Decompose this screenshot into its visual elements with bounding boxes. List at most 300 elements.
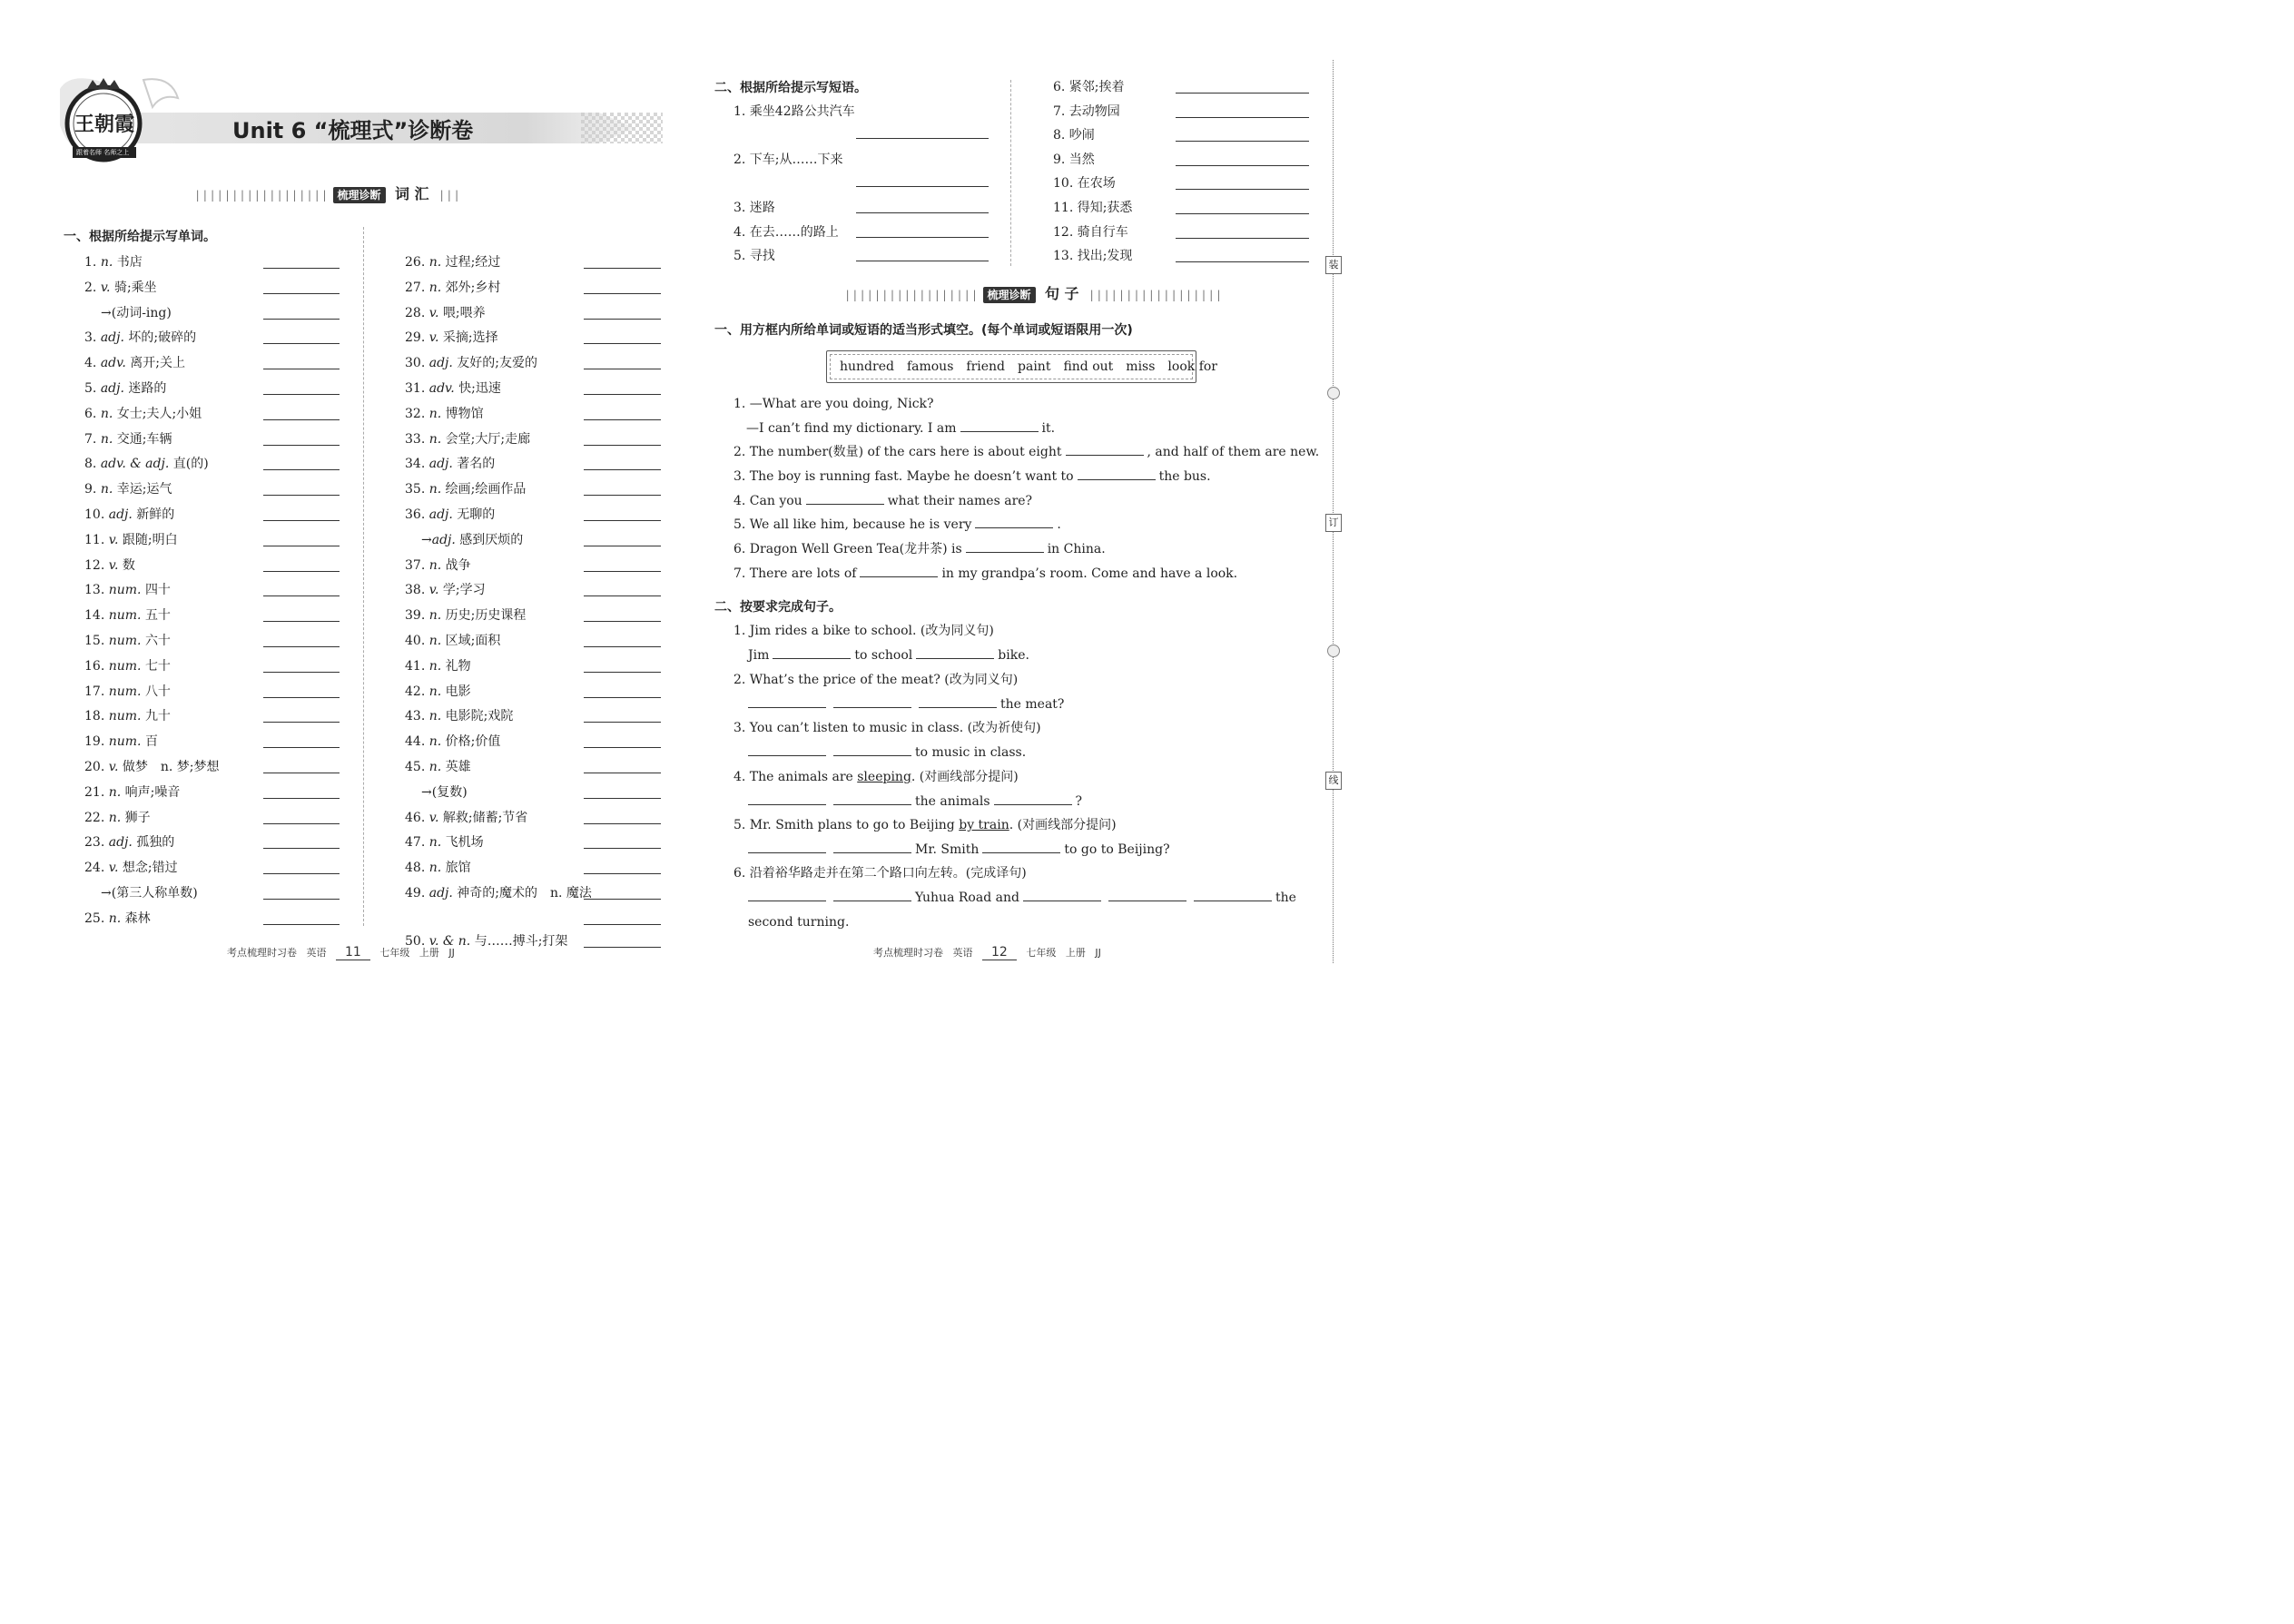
answer-line[interactable] [584,823,661,824]
item-meaning: 九十 [144,709,171,724]
item-number: 9. [84,482,101,497]
part-of-speech: n. [428,684,446,699]
part-of-speech: n. [100,431,117,447]
phrase-item: 1. 乘坐42路公共汽车 [733,104,855,119]
answer-blank[interactable] [919,696,997,708]
item-meaning: 幸运;运气 [116,482,172,497]
vocab-item [405,582,486,598]
footer-edition: JJ [448,947,455,959]
item-number: 7. [84,431,101,447]
vocab-item [84,380,166,397]
answer-blank[interactable] [773,647,851,659]
item-number: 13. [84,583,109,598]
sentence-banner [844,286,1223,303]
item-number: 40. [405,634,429,648]
sentence-text: it. [1041,421,1056,436]
item-meaning: 区域;面积 [445,634,501,648]
vocab-item [84,834,174,851]
sentence-section1-title: 一、用方框内所给单词或短语的适当形式填空。(每个单词或短语限用一次) [714,323,1133,338]
answer-blank[interactable] [860,566,938,577]
vocab-item [84,658,171,674]
answer-blank[interactable] [833,793,911,805]
answer-line[interactable] [584,469,661,470]
vocab-item [84,910,151,927]
answer-line[interactable] [263,495,340,496]
part-of-speech: n. [100,255,117,270]
vocab-item [405,380,501,397]
answer-line[interactable] [584,697,661,698]
item-meaning: 电影院;戏院 [445,709,514,724]
footer-left [227,944,455,961]
answer-line[interactable] [1176,117,1309,118]
item-number: 3. [84,330,101,346]
answer-line[interactable] [263,571,340,572]
part-of-speech: adv. [428,381,459,396]
item-meaning: 郊外;乡村 [445,280,501,295]
part-of-speech: n. [108,910,125,926]
s2-q2-answer [748,696,1064,713]
answer-line[interactable] [584,394,661,395]
sentence-text: 2. The number(数量) of the cars here is about eight [733,445,1062,459]
vocab-item [405,607,526,624]
item-number: 5. [84,381,101,396]
answer-blank[interactable] [748,842,826,853]
item-number: 1. [84,255,101,270]
s2-q6-answer [748,890,1296,906]
part-of-speech: num. [108,734,145,750]
answer-line[interactable] [263,646,340,647]
vocab-item [84,684,171,700]
answer-line[interactable] [263,293,340,294]
item-number: 26. [405,255,429,270]
s2-q2: 2. What’s the price of the meat? (改为同义句) [733,673,1019,687]
sentence-text: 1. —What are you doing, Nick? [733,397,934,411]
answer-blank[interactable] [748,793,826,805]
answer-blank[interactable] [833,744,911,756]
part-of-speech: adj. [428,457,458,472]
answer-line[interactable] [856,138,989,139]
answer-line[interactable] [856,212,989,213]
answer-line[interactable] [263,873,340,874]
answer-line[interactable] [1176,238,1309,239]
item-number: 15. [84,634,109,648]
sentence-text: 4. Can you [733,494,802,508]
vocab-banner [194,186,461,203]
fill-sentence [733,541,1106,557]
part-of-speech: adj. [108,835,137,851]
answer-blank[interactable] [1194,890,1272,901]
binding-hole-icon [1327,645,1340,657]
item-meaning: 离开;关上 [130,356,185,371]
answer-line[interactable] [263,520,340,521]
item-number: 10. [84,507,109,522]
part-of-speech: n. [108,784,125,800]
item-meaning: 感到厌烦的 [459,532,524,547]
item-meaning: 价格;价值 [445,734,501,750]
answer-blank[interactable] [966,541,1044,553]
part-of-speech: n. [428,280,446,295]
phrase-item: 3. 迷路 [733,201,775,215]
answer-line[interactable] [263,848,340,849]
s2-q2-text: the meat? [1000,697,1065,712]
sentence-text: , and half of them are new. [1147,445,1320,459]
answer-line[interactable] [263,343,340,344]
vocab-item [101,885,198,901]
footer-book: 考点梳理时习卷 [227,947,297,959]
phrase-item: 11. 得知;获悉 [1053,201,1133,215]
answer-line[interactable] [584,747,661,748]
part-of-speech: num. [108,634,145,648]
part-of-speech: n. [428,482,446,497]
vocab-item [405,759,471,775]
item-meaning: 过程;经过 [445,255,501,270]
answer-line[interactable] [263,697,340,698]
banner-dashes-right: ||| [438,189,461,202]
answer-line[interactable] [584,848,661,849]
footer-right [873,944,1101,961]
answer-line[interactable] [584,924,661,925]
item-meaning: 迷路的 [128,381,167,396]
answer-line[interactable] [584,947,661,948]
item-meaning: 四十 [144,583,171,598]
word-box-word: find out [1063,359,1114,374]
answer-line[interactable] [263,394,340,395]
s2-q6-text1: Yuhua Road and [915,891,1019,905]
vocab-item [84,708,171,724]
word-box-words [840,359,1230,375]
s2-q5-underlined: by train [959,818,1009,832]
binding-label-2: 订 [1325,514,1342,532]
answer-blank[interactable] [748,890,826,901]
item-number: 27. [405,280,429,295]
page-title: Unit 6 “梳理式”诊断卷 [232,118,474,143]
sentence-text: . [1057,517,1061,532]
part-of-speech: num. [108,608,145,624]
answer-line[interactable] [584,899,661,900]
footer-page-number: 12 [982,945,1017,960]
answer-line[interactable] [584,319,661,320]
vocab-item [405,406,484,422]
binding-hole-icon [1327,387,1340,399]
item-number: 20. [84,760,109,774]
item-meaning: 森林 [124,910,151,926]
item-number: 6. [84,406,101,421]
answer-line[interactable] [584,343,661,344]
item-meaning: 孤独的 [136,835,175,851]
phrase-item: 13. 找出;发现 [1053,249,1133,264]
item-meaning: 做梦 n. 梦;梦想 [122,760,220,774]
vocab-item [84,456,209,472]
answer-blank[interactable] [1078,468,1156,480]
answer-line[interactable] [263,899,340,900]
item-meaning: 直(的) [172,457,209,472]
sentence-text: 6. Dragon Well Green Tea(龙井茶) is [733,542,962,556]
item-meaning: 英雄 [445,760,471,774]
vocab-item [405,658,471,674]
answer-line[interactable] [856,237,989,238]
item-meaning: 友好的;友爱的 [457,356,537,371]
binding-line [1333,60,1334,963]
part-of-speech: adj. [108,507,137,522]
answer-line[interactable] [584,268,661,269]
s2-q4-pre: 4. The animals are [733,770,853,784]
answer-line[interactable] [584,595,661,596]
item-meaning: →(动词-ing) [101,305,172,320]
fill-sentence [733,468,1211,485]
item-number: 33. [405,431,429,447]
fill-sentence [746,420,1055,437]
item-number: 34. [405,457,429,472]
part-of-speech: n. [428,835,446,851]
answer-line[interactable] [263,621,340,622]
sentence-text: —I can’t find my dictionary. I am [746,421,957,436]
answer-line[interactable] [584,873,661,874]
answer-line[interactable] [584,445,661,446]
answer-line[interactable] [263,823,340,824]
answer-line[interactable] [856,186,989,187]
answer-blank[interactable] [1023,890,1101,901]
answer-blank[interactable] [982,842,1060,853]
s2-q4-answer [748,793,1082,810]
part-of-speech: num. [108,684,145,699]
vocab-item [84,607,171,624]
answer-line[interactable] [584,419,661,420]
answer-line[interactable] [584,495,661,496]
vocab-item [84,860,178,876]
item-number: 24. [84,861,109,876]
item-meaning: 百 [144,734,158,750]
sentence-text: in my grandpa’s room. Come and have a look. [941,566,1238,581]
part-of-speech: n. [428,658,446,674]
vocab-item [84,582,171,598]
answer-blank[interactable] [975,517,1053,528]
answer-line[interactable] [263,924,340,925]
footer-book: 考点梳理时习卷 [873,947,943,959]
vocab-banner-title: 词 汇 [394,185,429,202]
item-meaning: 七十 [144,658,171,674]
s2-q4-post: . (对画线部分提问) [911,770,1019,784]
footer-grade: 七年级 [1026,947,1057,959]
answer-line[interactable] [263,268,340,269]
column-divider [363,227,364,926]
answer-line[interactable] [263,419,340,420]
part-of-speech: adv. [100,356,131,371]
answer-line[interactable] [584,520,661,521]
answer-line[interactable] [1176,261,1309,262]
answer-blank[interactable] [748,696,826,708]
banner-dashes-left: |||||||||||||||||| [844,289,980,301]
answer-line[interactable] [584,646,661,647]
phrase-item: 8. 吵闹 [1053,128,1095,143]
item-number: 16. [84,658,109,674]
item-number: 47. [405,835,429,851]
s2-q1-text3: bike. [998,648,1029,663]
answer-line[interactable] [1176,165,1309,166]
answer-line[interactable] [1176,93,1309,94]
footer-subject: 英语 [952,947,973,959]
item-meaning: 响声;噪音 [124,784,181,800]
fill-sentence [733,566,1237,582]
item-number: 46. [405,810,429,825]
item-meaning: 神奇的;魔术的 n. 魔法 [457,886,592,901]
item-number: 32. [405,406,429,421]
answer-blank[interactable] [806,493,884,505]
fill-sentence [733,396,934,412]
part-of-speech: adj. [100,330,129,346]
vocab-item [84,733,158,750]
vocab-item [84,810,151,826]
vocab-item [405,355,537,371]
vocab-item [84,431,172,448]
answer-line[interactable] [263,469,340,470]
item-meaning: 快;迅速 [458,381,501,396]
part-of-speech: n. [428,760,446,774]
vocab-item [421,532,523,548]
answer-blank[interactable] [833,842,911,853]
item-meaning: 狮子 [124,810,151,825]
s2-q3-answer [748,744,1026,761]
item-number: 25. [84,910,109,926]
answer-line[interactable] [263,595,340,596]
vocab-item [405,431,530,448]
s2-q5-pre: 5. Mr. Smith plans to go to Beijing [733,818,955,832]
sentence-text: 5. We all like him, because he is very [733,517,972,532]
answer-line[interactable] [584,621,661,622]
item-meaning: 博物馆 [445,406,484,421]
part-of-speech: v. [428,305,443,320]
part-of-speech: adj. [100,381,129,396]
item-number: 4. [84,356,101,371]
vocab-item [405,254,500,271]
item-meaning: 书店 [116,255,143,270]
item-number: 39. [405,608,429,624]
vocab-item [84,507,174,523]
part-of-speech: v. [428,810,443,825]
answer-line[interactable] [263,319,340,320]
item-number: 44. [405,734,429,750]
part-of-speech: n. [428,608,446,624]
s2-q3: 3. You can’t listen to music in class. (改为祈使句) [733,721,1041,735]
sentence-text: what their names are? [887,494,1033,508]
answer-line[interactable] [263,445,340,446]
item-meaning: 解救;储蓄;节省 [442,810,528,825]
sentence-section2-title: 二、按要求完成句子。 [714,600,842,615]
vocab-item [84,557,135,574]
answer-line[interactable] [263,798,340,799]
item-number: 21. [84,784,109,800]
word-box [826,350,1217,383]
vocab-item [405,557,471,574]
s2-q4 [733,769,1019,785]
answer-blank[interactable] [833,696,911,708]
answer-blank[interactable] [748,744,826,756]
part-of-speech: num. [108,583,145,598]
part-of-speech: num. [108,658,145,674]
item-number: 38. [405,583,429,598]
phrases-section-title: 二、根据所给提示写短语。 [714,81,867,95]
sentence-banner-title: 句 子 [1044,285,1079,302]
answer-line[interactable] [1176,141,1309,142]
answer-line[interactable] [1176,189,1309,190]
part-of-speech: n. [428,634,446,648]
vocab-item [405,456,495,472]
part-of-speech: v. & n. [428,933,475,949]
sentence-text: 3. The boy is running fast. Maybe he doesn’t want to [733,469,1074,484]
item-meaning: 学;学习 [442,583,486,598]
item-meaning: 飞机场 [445,835,484,851]
vocab-item [405,708,513,724]
vocab-item [84,254,143,271]
answer-line[interactable] [263,722,340,723]
answer-blank[interactable] [1066,444,1144,456]
answer-line[interactable] [584,571,661,572]
answer-line[interactable] [584,293,661,294]
vocab-item [405,834,484,851]
item-number: 18. [84,709,109,724]
word-box-word: famous [906,359,954,374]
vocab-item [101,305,172,321]
answer-line[interactable] [1176,213,1309,214]
s2-q4-underlined: sleeping [857,770,911,784]
item-meaning: →(第三人称单数) [101,886,198,901]
item-number: 42. [405,684,429,699]
part-of-speech: n. [428,406,446,421]
fill-sentence [733,517,1061,533]
answer-blank[interactable] [960,420,1039,432]
s2-q5-text2: to go to Beijing? [1064,842,1170,857]
answer-line[interactable] [584,722,661,723]
item-number: 19. [84,734,109,750]
vocab-item [84,481,172,497]
phrase-item: 9. 当然 [1053,152,1095,167]
item-meaning: 新鲜的 [136,507,175,522]
answer-line[interactable] [584,672,661,673]
item-meaning: 旅馆 [445,861,471,876]
item-number: 30. [405,356,429,371]
answer-line[interactable] [263,747,340,748]
part-of-speech: num. [108,709,145,724]
answer-blank[interactable] [916,647,994,659]
item-meaning: 历史;历史课程 [445,608,527,624]
vocab-item [405,860,471,876]
item-number: 12. [84,557,109,573]
part-of-speech: n. [428,557,446,573]
sentence-banner-tag: 梳理诊断 [983,287,1036,303]
vocab-item [405,684,471,700]
answer-line[interactable] [584,798,661,799]
answer-blank[interactable] [1108,890,1186,901]
footer-subject: 英语 [306,947,327,959]
answer-blank[interactable] [994,793,1072,805]
banner-dashes-right: |||||||||||||||||| [1088,289,1224,301]
s2-q1-answer [748,647,1029,664]
answer-line[interactable] [263,672,340,673]
word-box-word: look for [1167,359,1217,374]
footer-edition: JJ [1095,947,1101,959]
part-of-speech: adj. [428,356,458,371]
vocab-item [84,406,202,422]
item-meaning: 六十 [144,634,171,648]
item-meaning: 著名的 [457,457,496,472]
part-of-speech: v. [108,861,123,876]
phrase-item: 12. 骑自行车 [1053,224,1128,240]
item-meaning: 会堂;大厅;走廊 [445,431,531,447]
answer-blank[interactable] [833,890,911,901]
item-meaning: 与……搏斗;打架 [474,933,568,949]
s2-q5-text1: Mr. Smith [915,842,980,857]
item-number: 11. [84,532,109,547]
word-box-word: hundred [840,359,894,374]
